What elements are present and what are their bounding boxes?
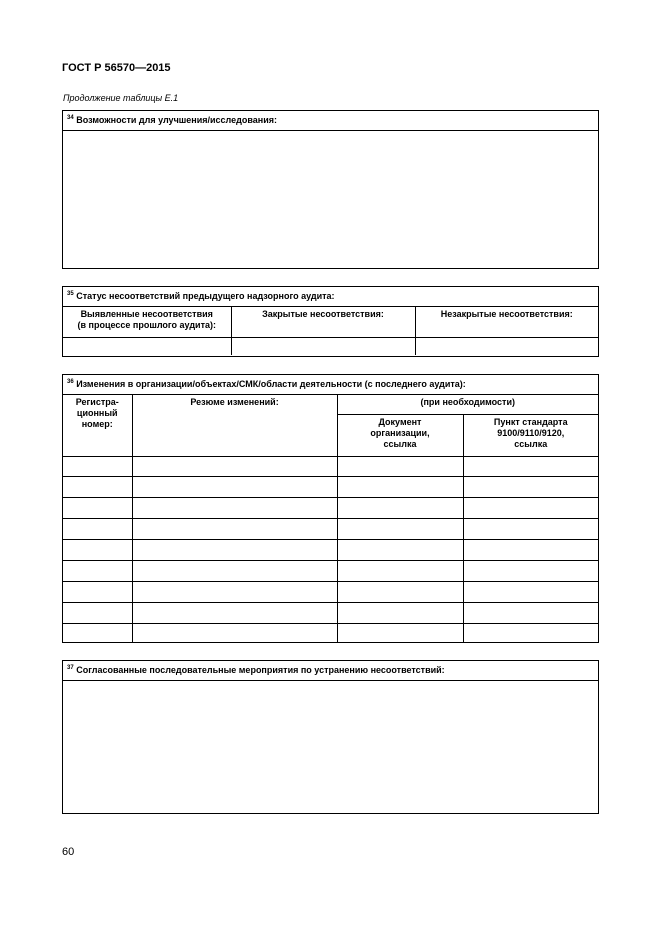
- section-35-title: Статус несоответствий предыдущего надзорного аудита:: [76, 291, 335, 301]
- cell-document[interactable]: [337, 581, 463, 602]
- table-row: [63, 476, 598, 497]
- table-row: [63, 581, 598, 602]
- section-37-header: [63, 661, 598, 681]
- table-row: [63, 337, 598, 355]
- cell-open-nc[interactable]: [415, 337, 598, 355]
- section-35-header: [63, 287, 598, 307]
- section-34-title: Возможности для улучшения/исследования:: [76, 115, 278, 125]
- cell-reg-number[interactable]: [63, 518, 132, 539]
- cell-document[interactable]: [337, 456, 463, 476]
- cell-summary[interactable]: [132, 497, 337, 518]
- section-35-box: [62, 286, 599, 357]
- table-row: [63, 623, 598, 643]
- section-35-number: 35: [67, 291, 74, 297]
- page-number: 60: [62, 846, 75, 858]
- cell-reg-number[interactable]: [63, 497, 132, 518]
- table-continuation-caption: Продолжение таблицы Е.1: [63, 93, 179, 103]
- cell-document[interactable]: [337, 560, 463, 581]
- cell-reg-number[interactable]: [63, 602, 132, 623]
- section-36-title: Изменения в организации/объектах/СМК/области деятельности (с последнего аудита):: [76, 379, 466, 389]
- col-closed-nc: Закрытые несоответствия:: [231, 307, 415, 337]
- section-37-title: Согласованные последовательные мероприятия по устранению несоответствий:: [76, 665, 445, 675]
- section-36-header-row-1: [63, 395, 598, 414]
- cell-summary[interactable]: [132, 518, 337, 539]
- section-34-box: [62, 110, 599, 269]
- cell-reg-number[interactable]: [63, 623, 132, 643]
- cell-summary[interactable]: [132, 602, 337, 623]
- cell-document[interactable]: [337, 623, 463, 643]
- col-change-summary: Резюме изменений:: [132, 395, 337, 456]
- cell-clause[interactable]: [463, 539, 598, 560]
- cell-summary[interactable]: [132, 539, 337, 560]
- standard-designation: ГОСТ Р 56570—2015: [62, 62, 171, 74]
- cell-summary[interactable]: [132, 456, 337, 476]
- cell-clause[interactable]: [463, 560, 598, 581]
- table-row: [63, 539, 598, 560]
- cell-clause[interactable]: [463, 497, 598, 518]
- cell-document[interactable]: [337, 518, 463, 539]
- cell-reg-number[interactable]: [63, 476, 132, 497]
- cell-clause[interactable]: [463, 602, 598, 623]
- cell-clause[interactable]: [463, 476, 598, 497]
- col-open-nc: Незакрытые несоответствия:: [415, 307, 598, 337]
- col-identified-nc: Выявленные несоответствия (в процессе прошлого аудита):: [63, 307, 231, 337]
- section-35-header-row: [63, 307, 598, 337]
- section-37-entry-area[interactable]: [63, 681, 598, 810]
- cell-summary[interactable]: [132, 476, 337, 497]
- cell-document[interactable]: [337, 539, 463, 560]
- col-optional-group: (при необходимости): [337, 395, 598, 414]
- cell-reg-number[interactable]: [63, 560, 132, 581]
- section-37-box: [62, 660, 599, 814]
- cell-identified-nc[interactable]: [63, 337, 231, 355]
- section-36-box: [62, 374, 599, 643]
- cell-document[interactable]: [337, 497, 463, 518]
- section-36-header: [63, 375, 598, 395]
- section-34-number: 34: [67, 115, 74, 121]
- cell-clause[interactable]: [463, 581, 598, 602]
- section-35-table: [63, 307, 598, 355]
- cell-document[interactable]: [337, 476, 463, 497]
- cell-clause[interactable]: [463, 623, 598, 643]
- section-34-entry-area[interactable]: [63, 131, 598, 265]
- table-row: [63, 602, 598, 623]
- table-row: [63, 560, 598, 581]
- cell-reg-number[interactable]: [63, 456, 132, 476]
- cell-reg-number[interactable]: [63, 581, 132, 602]
- cell-summary[interactable]: [132, 581, 337, 602]
- cell-closed-nc[interactable]: [231, 337, 415, 355]
- table-row: [63, 456, 598, 476]
- section-36-number: 36: [67, 379, 74, 385]
- section-34-header: [63, 111, 598, 131]
- cell-reg-number[interactable]: [63, 539, 132, 560]
- table-row: [63, 518, 598, 539]
- cell-summary[interactable]: [132, 560, 337, 581]
- cell-clause[interactable]: [463, 518, 598, 539]
- cell-summary[interactable]: [132, 623, 337, 643]
- col-standard-clause: Пункт стандарта 9100/9110/9120, ссылка: [463, 414, 598, 456]
- col-organization-document: Документ организации, ссылка: [337, 414, 463, 456]
- cell-document[interactable]: [337, 602, 463, 623]
- cell-clause[interactable]: [463, 456, 598, 476]
- col-registration-number: Регистра- ционный номер:: [63, 395, 132, 456]
- section-36-table: [63, 395, 598, 643]
- table-row: [63, 497, 598, 518]
- section-37-number: 37: [67, 665, 74, 671]
